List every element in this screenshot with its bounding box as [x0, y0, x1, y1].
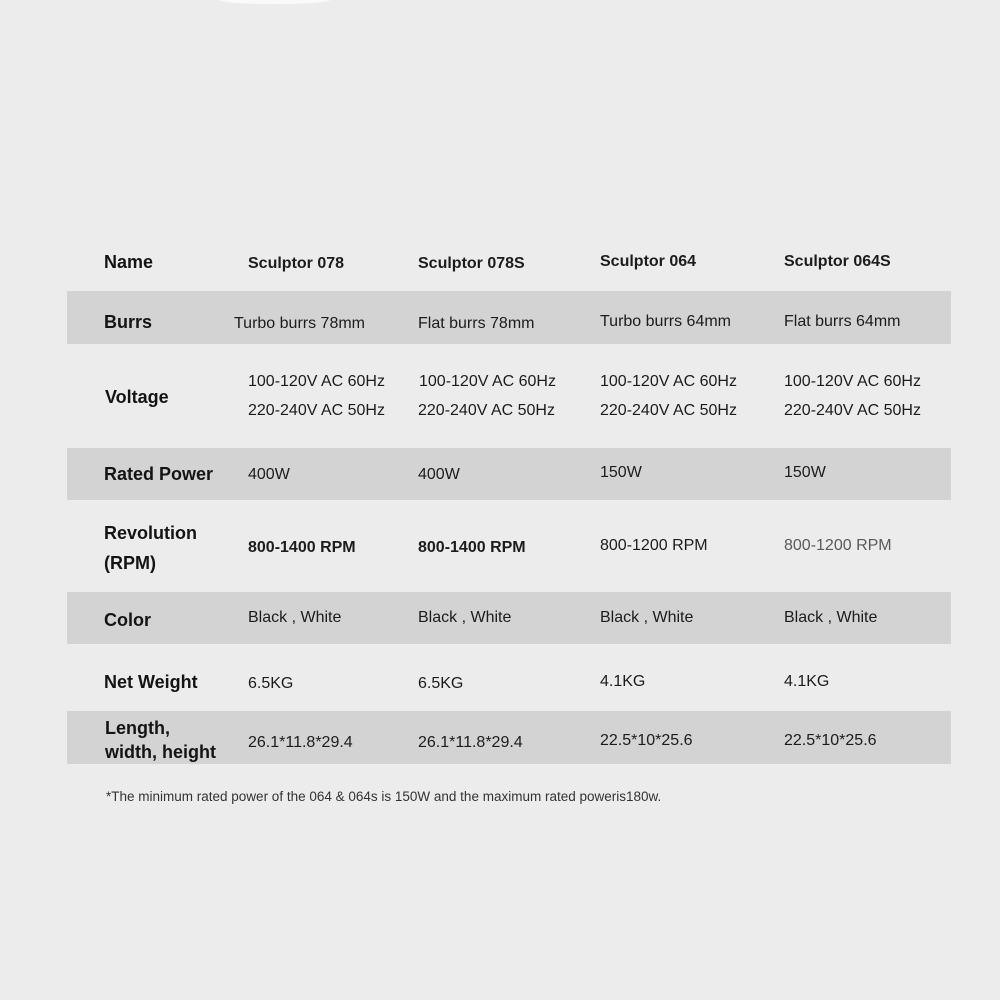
table-cell: 100-120V AC 60Hz	[600, 373, 737, 390]
row-label: width, height	[105, 742, 216, 762]
table-cell: 6.5KG	[418, 675, 464, 692]
table-cell: 400W	[418, 466, 460, 483]
table-cell: Flat burrs 78mm	[418, 315, 535, 332]
table-cell: Turbo burrs 64mm	[600, 313, 731, 330]
table-cell: 220-240V AC 50Hz	[248, 402, 385, 419]
table-cell: 220-240V AC 50Hz	[418, 402, 555, 419]
table-cell: 800-1400 RPM	[248, 539, 356, 556]
footnote: *The minimum rated power of the 064 & 064s is 150W and the maximum rated poweris180w.	[106, 789, 662, 804]
table-cell: Turbo burrs 78mm	[234, 315, 365, 332]
model-name: Sculptor 078	[248, 255, 345, 272]
spec-comparison-table	[67, 238, 951, 764]
row-label: (RPM)	[104, 553, 156, 573]
table-cell: 22.5*10*25.6	[784, 732, 877, 749]
table-cell: 800-1200 RPM	[600, 537, 708, 554]
table-row-burrs	[67, 291, 951, 344]
model-name: Sculptor 064	[600, 253, 697, 270]
table-cell: 100-120V AC 60Hz	[419, 373, 556, 390]
table-cell: 100-120V AC 60Hz	[248, 373, 385, 390]
table-cell: 150W	[784, 464, 826, 481]
table-cell: Black , White	[418, 609, 512, 626]
table-cell: 100-120V AC 60Hz	[784, 373, 921, 390]
model-name: Sculptor 078S	[418, 255, 525, 272]
top-highlight	[220, 0, 330, 4]
row-label: Voltage	[105, 387, 169, 407]
row-label: Net Weight	[104, 672, 198, 692]
table-row-color	[67, 592, 951, 644]
row-label: Revolution	[104, 523, 197, 543]
table-cell: 26.1*11.8*29.4	[418, 734, 523, 751]
table-row-revolution	[67, 500, 951, 592]
table-cell: 150W	[600, 464, 642, 481]
table-cell: 220-240V AC 50Hz	[784, 402, 921, 419]
table-cell: Flat burrs 64mm	[784, 313, 901, 330]
table-cell: 800-1200 RPM	[784, 537, 892, 554]
row-label: Burrs	[104, 312, 153, 332]
row-label: Rated Power	[104, 464, 214, 484]
table-cell: 6.5KG	[248, 675, 294, 692]
table-row-net-weight	[67, 644, 951, 711]
table-cell: 400W	[248, 466, 290, 483]
table-cell: 800-1400 RPM	[418, 539, 526, 556]
table-cell: Black , White	[248, 609, 342, 626]
table-cell: Black , White	[784, 609, 878, 626]
table-row-rated-power	[67, 448, 951, 500]
table-cell: 4.1KG	[784, 673, 830, 690]
table-header-row	[67, 238, 951, 291]
table-row-voltage	[67, 344, 951, 448]
model-name: Sculptor 064S	[784, 253, 891, 270]
table-cell: 220-240V AC 50Hz	[600, 402, 737, 419]
row-label: Length,	[105, 718, 170, 738]
row-label: Color	[104, 610, 151, 630]
table-cell: 26.1*11.8*29.4	[248, 734, 353, 751]
table-cell: Black , White	[600, 609, 694, 626]
table-cell: 22.5*10*25.6	[600, 732, 693, 749]
header-name-label: Name	[104, 252, 154, 272]
table-row-dimensions	[67, 711, 951, 764]
table-cell: 4.1KG	[600, 673, 646, 690]
